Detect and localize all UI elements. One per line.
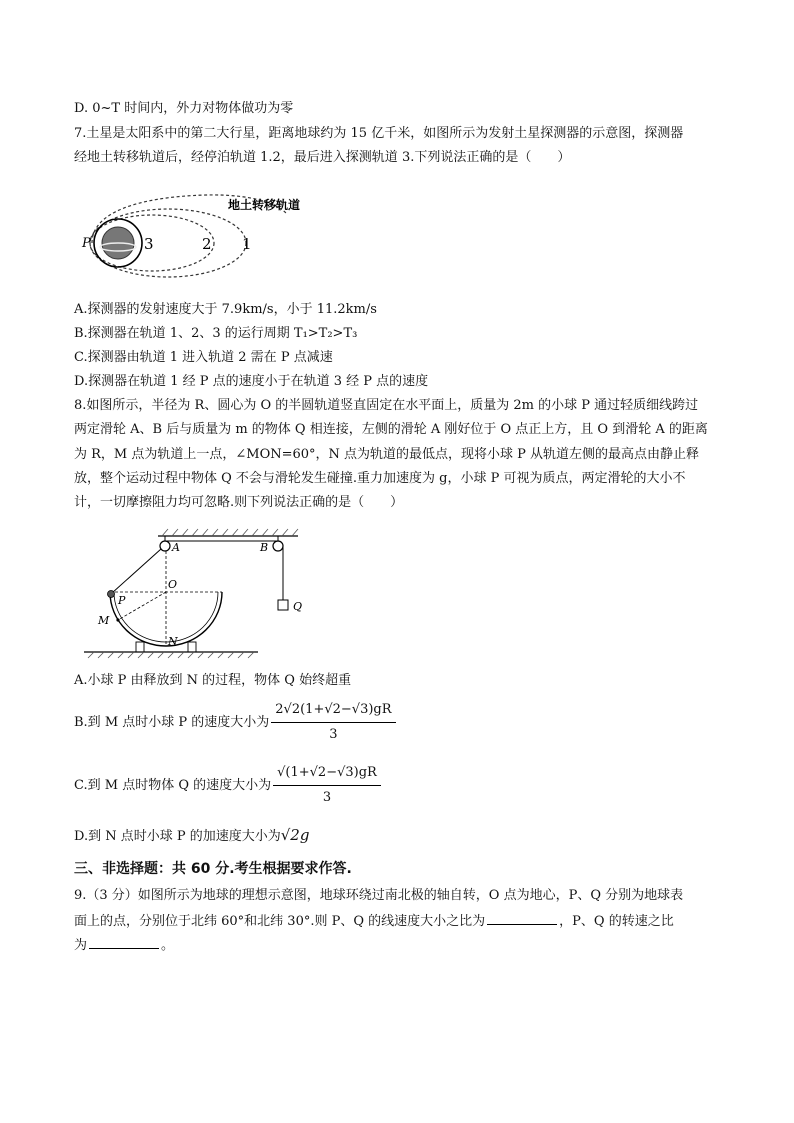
q8-option-c-denominator: 3 xyxy=(322,790,332,805)
q8-option-d-text: D.到 N 点时小球 P 的加速度大小为 xyxy=(74,829,281,844)
label-a: A xyxy=(172,541,180,554)
q9-line2 xyxy=(74,911,734,931)
support-right xyxy=(188,642,196,652)
q8-option-b-denominator: 3 xyxy=(329,727,338,742)
label-p: P xyxy=(118,594,126,607)
q7-stem-line2: 经地土转移轨道后，经停泊轨道 1.2，最后进入探测轨道 3.下列说法正确的是（ ） xyxy=(74,150,571,165)
ceiling-hatch xyxy=(162,529,298,536)
label-3: 3 xyxy=(144,235,154,253)
label-m: M xyxy=(98,614,110,627)
label-2: 2 xyxy=(202,235,212,253)
q9-line3-text-b: 。 xyxy=(161,938,175,953)
label-b: B xyxy=(260,541,269,554)
q7-option-b: B.探测器在轨道 1、2、3 的运行周期 T₁>T₂>T₃ xyxy=(74,326,358,341)
pulley-b xyxy=(273,541,283,551)
point-m xyxy=(116,618,119,621)
support-left xyxy=(136,642,144,652)
q8-stem-line5: 计，一切摩擦阻力均可忽略.则下列说法正确的是（ ） xyxy=(74,495,404,510)
q9-blank-2[interactable] xyxy=(89,935,159,949)
q8-option-d xyxy=(74,826,734,846)
q6-option-d: D. 0~T 时间内，外力对物体做功为零 xyxy=(74,101,294,116)
q8-option-a: A.小球 P 由释放到 N 的过程，物体 Q 始终超重 xyxy=(74,673,352,688)
q8-option-c-fraction xyxy=(273,763,381,808)
pulley-a xyxy=(160,541,170,551)
label-n: N xyxy=(168,635,178,648)
q9-line3-text-a: 为 xyxy=(74,938,88,953)
q8-option-b-fraction xyxy=(271,700,395,745)
q8-option-b xyxy=(74,700,734,745)
label-1: 1 xyxy=(242,235,252,253)
q9-blank-1[interactable] xyxy=(487,911,557,925)
section3-heading: 三、非选择题：共 60 分.考生根据要求作答. xyxy=(74,861,352,877)
q8-option-b-numerator: 2√2(1+√2−√3)gR xyxy=(271,700,395,723)
q8-option-c-text: C.到 M 点时物体 Q 的速度大小为 xyxy=(74,778,272,793)
q7-option-a: A.探测器的发射速度大于 7.9km/s，小于 11.2km/s xyxy=(74,302,377,317)
q8-stem-line2: 两定滑轮 A、B 后与质量为 m 的物体 Q 相连接，左侧的滑轮 A 刚好位于 O 点正上方，且 O 到滑轮 A 的距离 xyxy=(74,422,708,437)
q8-stem-line3: 为 R，M 点为轨道上一点，∠MON=60°，N 点为轨道的最低点，现将小球 P 从轨道左侧的最高点由静止释 xyxy=(74,447,700,462)
q8-option-c-numerator: √(1+√2−√3)gR xyxy=(273,763,381,786)
q9-line3 xyxy=(74,935,734,955)
block-q xyxy=(278,600,288,610)
q8-option-d-value: √2g xyxy=(280,826,310,844)
rope-p xyxy=(112,549,161,593)
ball-p xyxy=(108,591,115,598)
q9-line2-text-a: 面上的点，分别位于北纬 60°和北纬 30°.则 P、Q 的线速度大小之比为 xyxy=(74,914,486,929)
ground-hatch xyxy=(88,652,254,658)
q7-option-d: D.探测器在轨道 1 经 P 点的速度小于在轨道 3 经 P 点的速度 xyxy=(74,374,429,389)
q8-stem-line1: 8.如图所示，半径为 R、圆心为 O 的半圆轨道竖直固定在水平面上，质量为 2m 的小球 P 通过轻质细线跨过 xyxy=(74,398,699,413)
q8-pulley-figure xyxy=(78,524,318,664)
orbit-label: 地土转移轨道 xyxy=(228,198,301,212)
q8-option-c xyxy=(74,763,734,808)
q7-orbit-figure xyxy=(76,183,336,293)
label-q: Q xyxy=(293,600,303,613)
q8-option-b-text: B.到 M 点时小球 P 的速度大小为 xyxy=(74,715,270,730)
q9-line1: 9.（3 分）如图所示为地球的理想示意图，地球环绕过南北极的轴自转，O 点为地心，P、Q 分别为地球表 xyxy=(74,888,684,903)
label-o: O xyxy=(168,578,178,591)
q9-line2-text-b: ，P、Q 的转速之比 xyxy=(559,914,674,929)
label-p: P xyxy=(82,236,91,251)
q7-option-c: C.探测器由轨道 1 进入轨道 2 需在 P 点减速 xyxy=(74,350,333,365)
q8-stem-line4: 放，整个运动过程中物体 Q 不会与滑轮发生碰撞.重力加速度为 g，小球 P 可视为质点，两定滑轮的大小不 xyxy=(74,471,686,486)
q7-stem-line1: 7.土星是太阳系中的第二大行星，距离地球约为 15 亿千米，如图所示为发射土星探测器的示意图，探测器 xyxy=(74,126,684,141)
